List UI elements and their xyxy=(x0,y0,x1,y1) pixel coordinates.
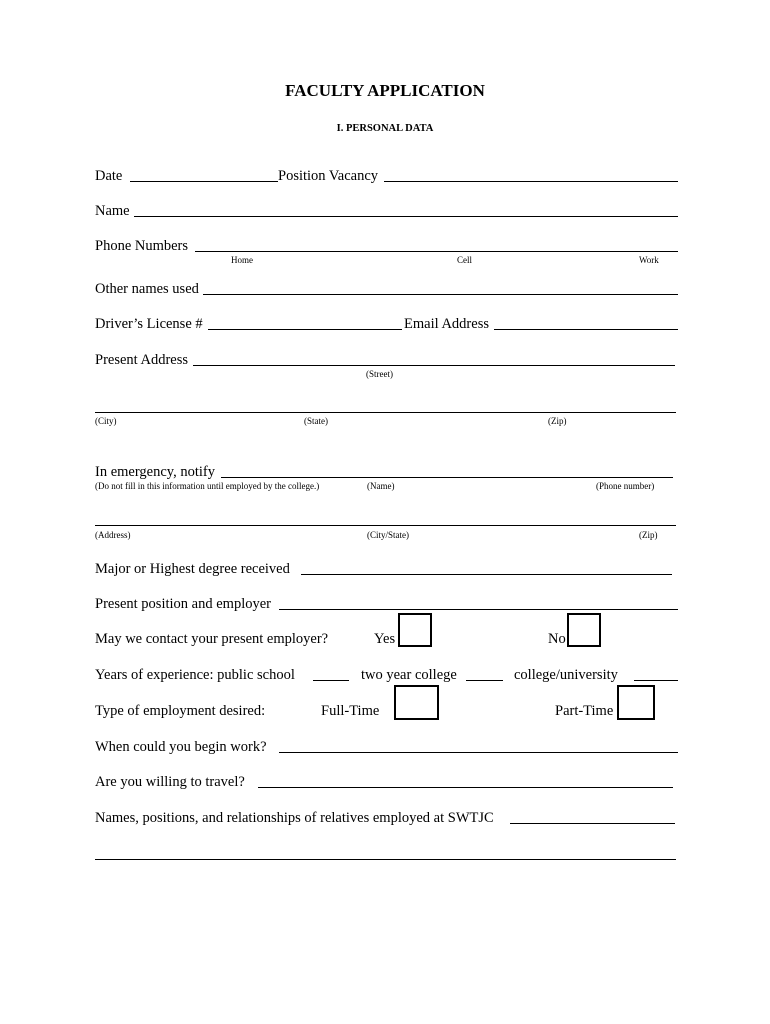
no-label: No xyxy=(548,631,566,647)
yes-label: Yes xyxy=(374,631,396,647)
university-label: college/university xyxy=(514,667,618,683)
email-field[interactable] xyxy=(494,329,678,330)
travel-field[interactable] xyxy=(258,787,673,788)
two-year-years-field[interactable] xyxy=(466,680,503,681)
relatives-field[interactable] xyxy=(510,823,675,824)
present-address-label: Present Address xyxy=(95,352,189,368)
begin-work-label: When could you begin work? xyxy=(95,739,267,755)
full-time-label: Full-Time xyxy=(321,703,380,719)
contact-yes-checkbox[interactable] xyxy=(398,613,432,647)
name-label: Name xyxy=(95,203,130,219)
zip-caption: (Zip) xyxy=(548,416,567,426)
begin-work-field[interactable] xyxy=(279,752,678,753)
email-label: Email Address xyxy=(404,316,489,332)
employment-type-label: Type of employment desired: xyxy=(95,703,266,719)
relatives-label: Names, positions, and relationships of relatives employed at SWTJC xyxy=(95,810,494,826)
experience-label: Years of experience: public school xyxy=(95,667,295,683)
emergency-label: In emergency, notify xyxy=(95,464,215,480)
contact-no-checkbox[interactable] xyxy=(567,613,601,647)
present-position-field[interactable] xyxy=(279,609,678,610)
date-field[interactable] xyxy=(130,181,278,182)
drivers-license-label: Driver’s License # xyxy=(95,316,203,332)
date-label: Date xyxy=(95,168,123,184)
degree-field[interactable] xyxy=(301,574,672,575)
phone-numbers-label: Phone Numbers xyxy=(95,238,189,254)
phone-cell-caption: Cell xyxy=(457,255,472,265)
emergency-note: (Do not fill in this information until employed by the college.) xyxy=(95,481,320,491)
section-heading: I. PERSONAL DATA xyxy=(336,123,434,134)
present-position-label: Present position and employer xyxy=(95,596,271,612)
phone-numbers-field[interactable] xyxy=(195,251,678,252)
relatives-field-continued[interactable] xyxy=(95,859,676,860)
other-names-field[interactable] xyxy=(203,294,678,295)
other-names-label: Other names used xyxy=(95,281,199,297)
phone-home-caption: Home xyxy=(231,255,253,265)
emergency-name-field[interactable] xyxy=(221,477,673,478)
emergency-address-caption: (Address) xyxy=(95,530,131,540)
name-field[interactable] xyxy=(134,216,678,217)
city-state-zip-field[interactable] xyxy=(95,412,676,413)
street-caption: (Street) xyxy=(366,369,393,379)
emergency-address-field[interactable] xyxy=(95,525,676,526)
full-time-checkbox[interactable] xyxy=(394,685,439,720)
part-time-checkbox[interactable] xyxy=(617,685,655,720)
emergency-name-caption: (Name) xyxy=(367,481,395,491)
public-school-years-field[interactable] xyxy=(313,680,349,681)
emergency-citystate-caption: (City/State) xyxy=(367,530,409,540)
emergency-phone-caption: (Phone number) xyxy=(596,481,655,491)
drivers-license-field[interactable] xyxy=(208,329,402,330)
emergency-zip-caption: (Zip) xyxy=(639,530,658,540)
university-years-field[interactable] xyxy=(634,680,678,681)
street-field[interactable] xyxy=(193,365,675,366)
position-vacancy-field[interactable] xyxy=(384,181,678,182)
travel-label: Are you willing to travel? xyxy=(95,774,245,790)
degree-label: Major or Highest degree received xyxy=(95,561,290,577)
position-vacancy-label: Position Vacancy xyxy=(278,168,379,184)
phone-work-caption: Work xyxy=(639,255,659,265)
city-caption: (City) xyxy=(95,416,117,426)
form-title: FACULTY APPLICATION xyxy=(285,81,485,100)
contact-employer-label: May we contact your present employer? xyxy=(95,631,329,647)
part-time-label: Part-Time xyxy=(555,703,614,719)
two-year-label: two year college xyxy=(361,667,457,683)
state-caption: (State) xyxy=(304,416,328,426)
